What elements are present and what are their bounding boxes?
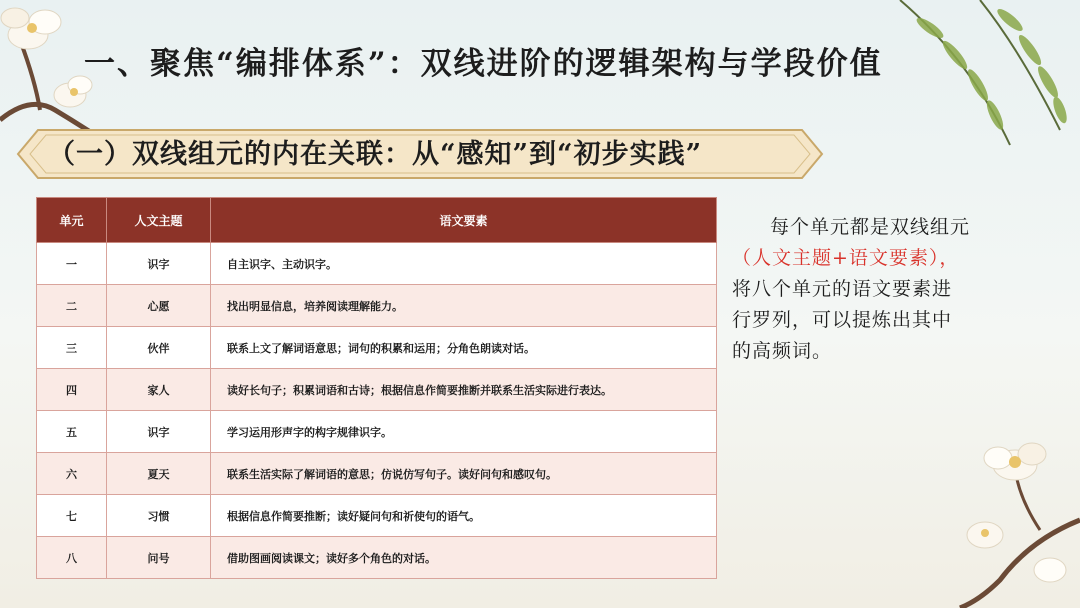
table-row	[37, 411, 717, 453]
theme-cell: 习惯	[107, 495, 211, 537]
table-row	[37, 453, 717, 495]
side-note-line: 每个单元都是双线组元	[770, 216, 971, 238]
table-header-row	[37, 198, 717, 243]
table-row	[37, 369, 717, 411]
unit-cell: 一	[37, 243, 107, 285]
element-cell: 联系生活实际了解词语的意思；仿说仿写句子。读好问句和感叹句。	[211, 453, 717, 495]
side-note-line: 的高频词。	[732, 340, 833, 362]
table-row	[37, 285, 717, 327]
units-table	[36, 197, 717, 579]
table-row	[37, 537, 717, 579]
column-header-theme: 人文主题	[107, 198, 211, 243]
theme-cell: 家人	[107, 369, 211, 411]
unit-cell: 七	[37, 495, 107, 537]
element-cell: 借助图画阅读课文；读好多个角色的对话。	[211, 537, 717, 579]
side-note	[732, 212, 1022, 367]
theme-cell: 夏天	[107, 453, 211, 495]
table-row	[37, 495, 717, 537]
theme-cell: 问号	[107, 537, 211, 579]
table-row	[37, 327, 717, 369]
element-cell: 读好长句子；积累词语和古诗；根据信息作简要推断并联系生活实际进行表达。	[211, 369, 717, 411]
unit-cell: 四	[37, 369, 107, 411]
element-cell: 学习运用形声字的构字规律识字。	[211, 411, 717, 453]
element-cell: 根据信息作简要推断；读好疑问句和祈使句的语气。	[211, 495, 717, 537]
column-header-element: 语文要素	[211, 198, 717, 243]
theme-cell: 伙伴	[107, 327, 211, 369]
element-cell: 自主识字、主动识字。	[211, 243, 717, 285]
side-note-line: 行罗列，可以提炼出其中	[732, 309, 953, 331]
page-title: 一、聚焦“编排体系”：双线进阶的逻辑架构与学段价值	[84, 46, 883, 82]
magnolia-flower-icon	[920, 430, 1080, 608]
unit-cell: 三	[37, 327, 107, 369]
column-header-unit: 单元	[37, 198, 107, 243]
element-cell: 联系上文了解词语意思；词句的积累和运用；分角色朗读对话。	[211, 327, 717, 369]
theme-cell: 识字	[107, 243, 211, 285]
theme-cell: 心愿	[107, 285, 211, 327]
unit-cell: 五	[37, 411, 107, 453]
side-note-line: 将八个单元的语文要素进	[732, 278, 953, 300]
unit-cell: 八	[37, 537, 107, 579]
unit-cell: 二	[37, 285, 107, 327]
element-cell: 找出明显信息，培养阅读理解能力。	[211, 285, 717, 327]
theme-cell: 识字	[107, 411, 211, 453]
table-row	[37, 243, 717, 285]
section-subtitle: （一）双线组元的内在关联：从“感知”到“初步实践”	[48, 139, 703, 170]
side-note-highlight: （人文主题+语文要素），	[732, 247, 960, 269]
unit-cell: 六	[37, 453, 107, 495]
